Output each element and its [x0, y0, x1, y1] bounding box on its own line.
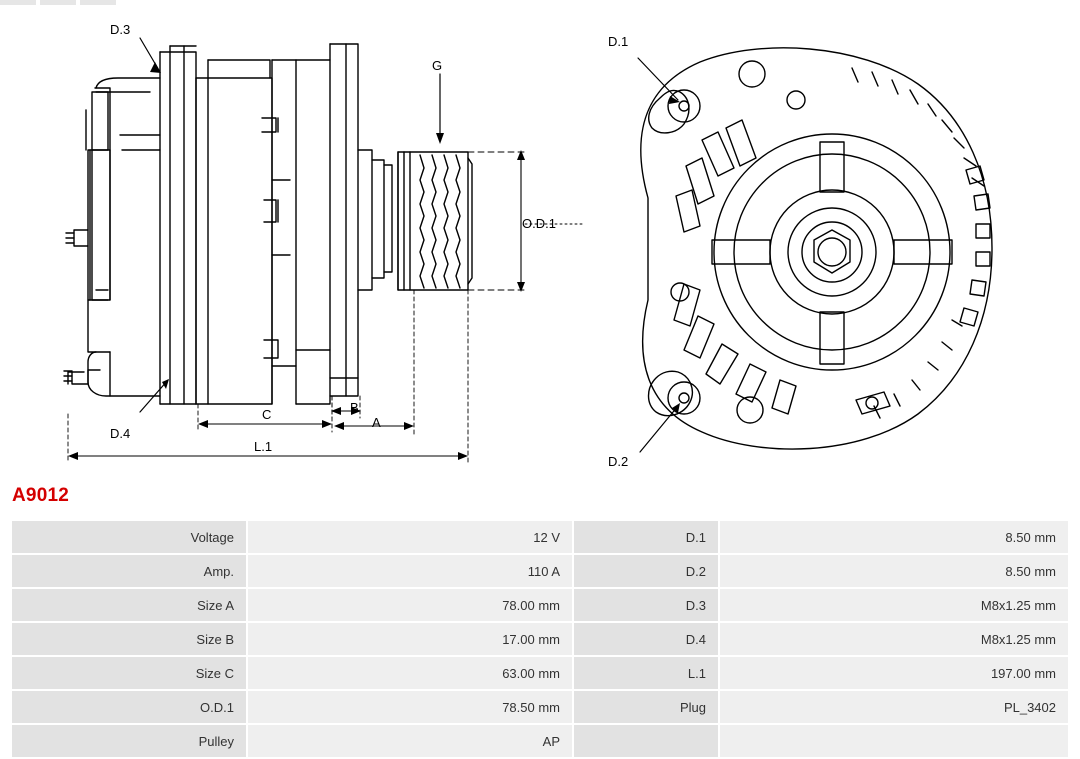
spec-label: D.3	[573, 588, 719, 622]
label-d2: D.2	[608, 454, 629, 469]
specifications-table	[10, 519, 1070, 759]
label-g: G	[432, 58, 443, 73]
label-d1: D.1	[608, 34, 629, 49]
spec-value: 78.00 mm	[247, 588, 573, 622]
table-row	[11, 622, 1069, 656]
label-l1: L.1	[254, 439, 273, 454]
spec-label: Plug	[573, 690, 719, 724]
spec-label: D.2	[573, 554, 719, 588]
spec-value: PL_3402	[719, 690, 1069, 724]
spec-label: L.1	[573, 656, 719, 690]
spec-value: 110 A	[247, 554, 573, 588]
spec-value: M8x1.25 mm	[719, 622, 1069, 656]
table-row	[11, 520, 1069, 554]
label-d4: D.4	[110, 426, 131, 441]
spec-value: 78.50 mm	[247, 690, 573, 724]
table-row	[11, 554, 1069, 588]
table-row	[11, 656, 1069, 690]
spec-label: Size B	[11, 622, 247, 656]
label-b: B	[350, 400, 359, 415]
spec-label: Size C	[11, 656, 247, 690]
table-row	[11, 690, 1069, 724]
spec-value: AP	[247, 724, 573, 758]
spec-label: Amp.	[11, 554, 247, 588]
spec-label: Voltage	[11, 520, 247, 554]
spec-value: 63.00 mm	[247, 656, 573, 690]
spec-value: 197.00 mm	[719, 656, 1069, 690]
label-d3: D.3	[110, 22, 131, 37]
spec-label: D.4	[573, 622, 719, 656]
spec-value: 17.00 mm	[247, 622, 573, 656]
part-code: A9012	[12, 485, 69, 506]
spec-label: O.D.1	[11, 690, 247, 724]
table-row	[11, 588, 1069, 622]
spec-label: D.1	[573, 520, 719, 554]
spec-label: Size A	[11, 588, 247, 622]
label-a: A	[372, 415, 381, 430]
spec-value: M8x1.25 mm	[719, 588, 1069, 622]
spec-label: Pulley	[11, 724, 247, 758]
spec-value: 12 V	[247, 520, 573, 554]
label-od1: O.D.1	[522, 216, 556, 231]
spec-value: 8.50 mm	[719, 554, 1069, 588]
spec-value: 8.50 mm	[719, 520, 1069, 554]
label-c: C	[262, 407, 272, 422]
